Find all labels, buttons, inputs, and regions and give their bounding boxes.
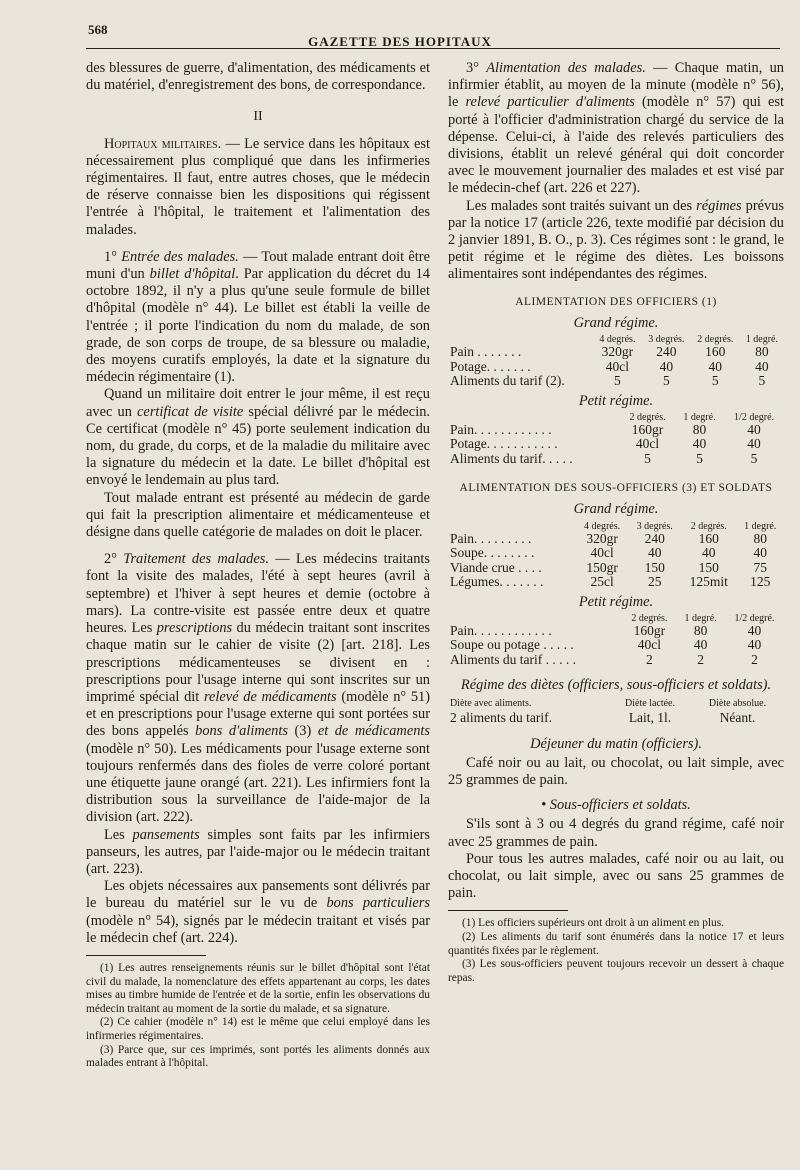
paragraph	[86, 386, 430, 489]
table-title-officers: ALIMENTATION DES OFFICIERS (1)	[515, 295, 717, 308]
footnotes	[86, 955, 430, 1071]
emphasis: relevé particulier d'aliments	[465, 94, 635, 111]
table-cell: 40	[708, 358, 723, 374]
paragraph	[86, 827, 430, 879]
sous-officiers-title: • Sous-officiers et soldats.	[541, 797, 691, 814]
text: — Les médecins traitants font la visite des malades, l'été à sept heures (avril à septembre) et l'hiver à sept heures et demie (octobre à mars). La contre-visite est passée entre deux et quatre heures. Les	[86, 551, 430, 637]
row-label: Potage. . . . . . . . . . .	[450, 436, 558, 452]
text: (modèle n° 57) qui est porté à l'officier d'administration chargé du service de la dépense. Celui-ci, à l'aide des relevés particuliers des divisions, établit un relevé général qui doit concorder avec le mouvement journalier des malades et est visé par le médecin-chef (art. 226 et 227).	[448, 94, 784, 197]
column-header: 4 degrés.	[584, 520, 621, 532]
text: Quand un militaire doit entrer le jour même, il est reçu avec un	[86, 386, 430, 420]
table-cell: 40	[755, 358, 769, 374]
dietes-value: 2 aliments du tarif.	[450, 710, 552, 726]
column-header: 1 degré.	[683, 411, 716, 423]
table-row	[448, 423, 784, 438]
text: du médecin traitant sont inscrites chaque matin sur le cahier de visite (2) [art. 218]. Les prescriptions médicamenteuses se divisent en : prescriptions pour l'usage interne qui sont inscrites sur un imprimé spécial dit	[86, 620, 430, 705]
paragraph: Café noir ou au lait, ou chocolat, ou lait simple, avec 25 grammes de pain.	[448, 754, 784, 788]
table-cell: 5	[644, 450, 651, 466]
table-cell: 5	[711, 373, 719, 389]
table-cell: 40cl	[605, 358, 630, 374]
table-row	[448, 360, 784, 375]
table-title-soldiers: ALIMENTATION DES SOUS-OFFICIERS (3) ET SOLDATS	[459, 482, 773, 495]
paragraph	[86, 136, 430, 239]
footnote: (1) Les officiers supérieurs ont droit à un aliment en plus.	[462, 917, 725, 930]
table-row	[448, 532, 784, 547]
table-cell: 160	[698, 530, 719, 546]
table-cell: 5	[750, 450, 758, 466]
table-cell: 320gr	[601, 344, 634, 360]
text: Les objets nécessaires aux pansements sont délivrés par le bureau du matériel sur le vu de	[86, 878, 430, 912]
text: . Par application du décret du 14 octobre 1892, il n'y a plus qu'une seule formule de billet d'hôpital (modèle n° 44). Le billet est établi la veille de l'entrée ; il porte l'indication du nom du malade, de son grade, de son corps de troupe, de sa blessure ou maladie, des moyens curatifs employés, la date et la signature du médecin régimentaire (1).	[86, 266, 430, 386]
text: 2°	[104, 551, 124, 568]
subheading: Entrée des malades.	[121, 248, 239, 265]
header-rule	[86, 48, 780, 49]
dietes-header: Diète avec aliments.	[450, 697, 532, 709]
emphasis: relevé de médicaments	[203, 688, 337, 705]
text: — Le service dans les hôpitaux est nécessairement plus compliqué que dans les infirmeries régimentaires. Il faut, entre autres choses, que le médecin de réserve connaisse bien les dispositions qui régissent l'entrée à l'hôpital, le traitement et l'alimentation des malades.	[86, 135, 430, 238]
column-header: 3 degrés.	[648, 334, 685, 346]
table-row	[448, 561, 784, 576]
table-cell: 160	[705, 344, 726, 360]
dietes-value: Lait, 1l.	[628, 710, 672, 726]
column-header: 1 degré.	[745, 334, 778, 346]
paragraph: Tout malade entrant est présenté au médecin de garde qui fait la prescription alimentaire et médicamenteuse et désigne dans quelle catégorie de malades on doit le placer.	[86, 489, 430, 541]
table-cell: 5	[758, 373, 766, 389]
paragraph	[448, 198, 784, 284]
table-cell: 125mit	[689, 574, 728, 590]
emphasis: prescriptions	[156, 620, 233, 637]
table-cell: 2	[751, 651, 758, 667]
column-header: 1 degré.	[684, 612, 717, 624]
dietes-header: Diète lactée.	[625, 697, 675, 709]
table-corner	[448, 521, 576, 532]
text: (modèle n° 51) et en prescriptions pour l'usage externe qui sont portées sur des bons appelés	[86, 688, 431, 740]
column-header: 3 degrés.	[636, 520, 673, 532]
text: — Chaque matin, un infirmier établit, au moyen de la minute (modèle n° 56), le	[448, 60, 784, 111]
table-cell: 40	[647, 545, 662, 561]
table-row	[448, 653, 784, 668]
text: Les malades sont traités suivant un des	[466, 197, 697, 214]
row-label: Pain. . . . . . . . . . . .	[450, 421, 552, 437]
table-cell: 40	[753, 545, 767, 561]
row-label: Soupe ou potage . . . . .	[450, 637, 574, 653]
paragraph: S'ils sont à 3 ou 4 degrés du grand régime, café noir avec 25 grammes de pain.	[448, 816, 784, 850]
right-column	[448, 60, 784, 985]
column-header: 2 degrés.	[631, 612, 668, 624]
row-label: Viande crue . . . .	[450, 559, 542, 575]
table-cell: 160gr	[633, 622, 666, 638]
table-cell: 240	[644, 530, 665, 546]
subheading: Traitement des malades.	[123, 551, 269, 568]
section-number: II	[253, 109, 263, 125]
table-cell: 150	[698, 559, 719, 575]
table-row	[448, 437, 784, 452]
table-header-row	[448, 521, 784, 532]
footnotes	[448, 910, 784, 985]
table-row	[448, 638, 784, 653]
column-header: 2 degrés.	[629, 411, 666, 423]
table-row	[448, 345, 784, 360]
column-header: 1/2 degré.	[734, 612, 775, 624]
text: 3°	[466, 60, 487, 76]
row-label: Soupe. . . . . . . .	[450, 545, 535, 561]
table-cell: 5	[662, 373, 670, 389]
table-cell: 125	[750, 574, 771, 590]
row-label: Potage. . . . . . .	[450, 358, 531, 374]
paragraph: des blessures de guerre, d'alimentation, des médicaments et du matériel, d'enregistrement des bons, de correspondance.	[86, 60, 430, 94]
footnote-rule	[86, 955, 206, 956]
table-cell: 40	[747, 622, 762, 638]
column-header: 2 degrés.	[697, 334, 734, 346]
dejeuner-title: Déjeuner du matin (officiers).	[530, 735, 702, 752]
emphasis: certificat de visite	[137, 403, 244, 420]
table-cell: 40	[747, 421, 761, 437]
table-cell: 2	[646, 651, 653, 667]
table-cell: 40cl	[637, 637, 661, 653]
officers-petit-regime-table	[448, 412, 784, 467]
table-row	[448, 575, 784, 590]
table-cell: 40	[693, 637, 708, 653]
dietes-table	[448, 697, 784, 726]
running-head: GAZETTE DES HOPITAUX	[308, 34, 492, 49]
table-cell: 40	[747, 637, 762, 653]
left-column	[86, 60, 430, 1071]
text: 1°	[104, 248, 122, 265]
row-label: Aliments du tarif . . . . .	[450, 651, 576, 667]
row-label: Pain. . . . . . . . . . . .	[450, 622, 552, 638]
row-label: Pain . . . . . . .	[450, 344, 522, 360]
paragraph: Pour tous les autres malades, café noir ou au lait, ou chocolat, ou lait simple, avec ou sans 25 grammes de pain.	[448, 850, 784, 902]
table-cell: 40	[692, 436, 707, 452]
emphasis: bons d'aliments	[195, 723, 288, 740]
text: (3)	[287, 723, 318, 740]
table-cell: 75	[753, 559, 767, 575]
footnote: (1) Les autres renseignements réunis sur le billet d'hôpital sont l'état civil du malade, la nomenclature des effets appartenant au corps, les dates mises au timbre humide de l'entrée et de la sortie, enfin les observations du médecin traitant au moment de la sortie du malade, et sa signature.	[86, 961, 430, 1015]
text: prévus par la notice 17 (article 226, texte modifié par décision du 2 janvier 1891, B. O., p. 3). Ces régimes sont : le grand, le petit régime et le régime des diètes. Les boissons alimentaires sont indépendantes des régimes.	[448, 197, 785, 283]
table-row	[448, 452, 784, 467]
table-cell: 80	[693, 622, 708, 638]
emphasis: bons particuliers	[326, 895, 430, 912]
dietes-header: Diète absolue.	[708, 697, 767, 709]
text: (modèle n° 50). Les médicaments pour l'usage externe sont toujours renfermés dans des fioles de verre coloré portant une étiquette jaune orangé (art. 221). Les infirmiers font la distribution sous la surveillance de l'aide-major de la division (art. 222).	[86, 740, 430, 826]
row-label: Aliments du tarif. . . . .	[450, 450, 573, 466]
column-header: 4 degrés.	[599, 334, 636, 346]
table-cell: 80	[755, 344, 769, 360]
table-cell: 80	[692, 421, 707, 437]
table-subtitle: Petit régime.	[578, 593, 654, 610]
table-row	[448, 374, 784, 389]
section-heading: Hopitaux militaires.	[104, 135, 222, 152]
table-subtitle: Grand régime.	[573, 501, 659, 518]
table-cell: 5	[696, 450, 703, 466]
table-cell: 240	[656, 344, 677, 360]
table-cell: 150gr	[586, 559, 618, 575]
row-label: Légumes. . . . . . .	[450, 574, 544, 590]
footnote: (2) Les aliments du tarif sont énumérés dans la notice 17 et leurs quantités fixées par le règlement.	[448, 930, 784, 957]
table-cell: 40	[701, 545, 716, 561]
paragraph	[86, 249, 430, 387]
text: — Tout malade entrant doit être muni d'un	[86, 248, 430, 283]
soldiers-grand-regime-table	[448, 521, 784, 590]
column-header: 2 degrés.	[690, 520, 727, 532]
footnote: (3) Parce que, sur ces imprimés, sont portés les aliments donnés aux malades entrant à l'hôpital.	[86, 1043, 430, 1070]
soldiers-petit-regime-table	[448, 613, 784, 668]
text: Les	[104, 826, 133, 843]
table-row	[448, 624, 784, 639]
table-cell: 25cl	[590, 574, 614, 590]
table-cell: 150	[644, 559, 665, 575]
row-label: Aliments du tarif (2).	[450, 373, 565, 389]
emphasis: pansements	[132, 826, 200, 843]
table-row	[448, 546, 784, 561]
table-cell: 40	[659, 358, 674, 374]
row-label: Pain. . . . . . . . .	[450, 530, 532, 546]
table-cell: 2	[697, 651, 704, 667]
table-subtitle: Grand régime.	[573, 314, 659, 331]
column-header: 1/2 degré.	[734, 411, 775, 423]
paragraph	[448, 60, 784, 198]
dietes-value: Néant.	[719, 710, 756, 726]
emphasis: régimes	[696, 197, 742, 214]
officers-grand-regime-table	[448, 334, 784, 389]
table-cell: 5	[614, 373, 621, 389]
table-subtitle: Petit régime.	[578, 392, 654, 409]
dietes-title: Régime des diètes (officiers, sous-officiers et soldats).	[460, 677, 772, 694]
paragraph	[86, 878, 430, 947]
emphasis: et de médicaments	[317, 723, 430, 740]
table-cell: 40cl	[590, 545, 614, 561]
subheading: Alimentation des malades.	[486, 60, 646, 76]
table-cell: 80	[753, 530, 767, 546]
table-cell: 40cl	[635, 436, 660, 452]
table-cell: 40	[747, 436, 761, 452]
paragraph	[86, 551, 430, 826]
column-header: 1 degré.	[744, 520, 777, 532]
text: spécial délivré par le médecin. Ce certificat (modèle n° 45) porte seulement indication du nom, du grade, du corps, et de la maladie du militaire avec la signature du médecin et la date. Le billet d'hôpital est envoyé le lendemain au plus tard.	[86, 403, 430, 489]
page-number: 568	[88, 22, 108, 37]
table-cell: 320gr	[586, 530, 618, 546]
table-cell: 160gr	[631, 421, 664, 437]
footnote: (3) Les sous-officiers peuvent toujours recevoir un dessert à chaque repas.	[448, 958, 784, 984]
emphasis: billet d'hôpital	[149, 266, 236, 283]
footnote: (2) Ce cahier (modèle n° 14) est le même que celui employé dans les infirmeries régimentaires.	[86, 1016, 430, 1042]
footnote-rule	[448, 910, 568, 911]
text: (modèle n° 54), signés par le médecin traitant et visés par le médecin chef (art. 224).	[86, 912, 430, 946]
text: simples sont faits par les infirmiers panseurs, les autres, par l'aide-major ou le médecin traitant (art. 223).	[86, 826, 430, 877]
table-cell: 25	[647, 574, 662, 590]
